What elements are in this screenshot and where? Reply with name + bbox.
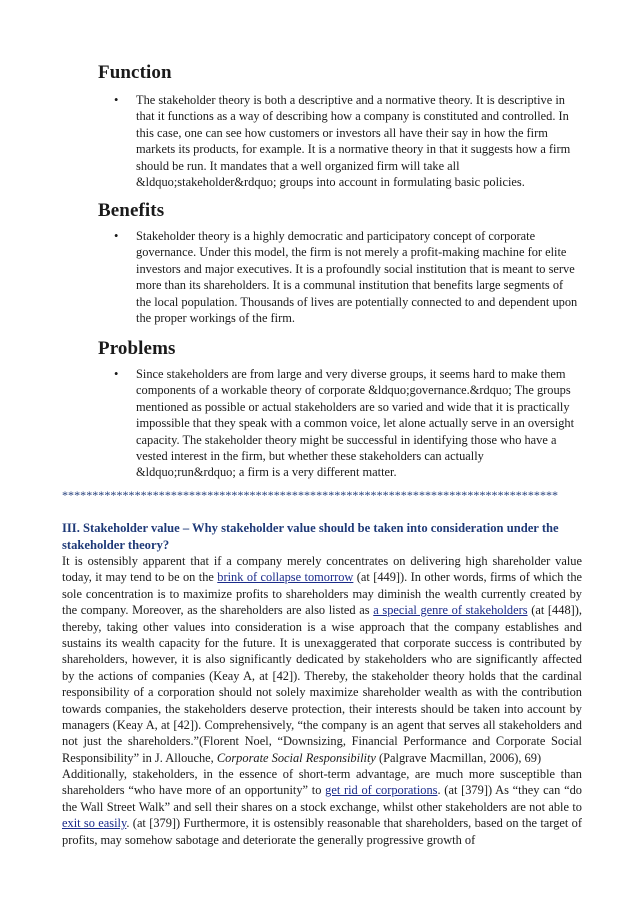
- function-bullet-item: [114, 92, 580, 192]
- link-exit-so-easily[interactable]: exit so easily: [62, 816, 127, 831]
- body-paragraph-2: [62, 766, 582, 848]
- problems-text: Since stakeholders are from large and very diverse groups, it seems hard to make them components of a workable theory of corporate &ldquo;governance.&rdquo; The groups mentioned as possible or actual stakeholders are so varied and wide that it is practically impossible that they speak with a common voice, let alone actually serve in an oversight capacity. The stakeholder theory might be successful in identifying those who have a vested interest in the firm, but whether these stakeholders can actually &ldquo;run&rdquo; a firm is a very different matter.: [136, 367, 575, 480]
- paragraph-text: (at [448]), thereby, taking other values into consideration is a wise approach that the company establishes and sustains its wealth capacity for the future. It is unexaggerated that corporate success is contributed by shareholders, however, it is also significantly dedicated by stakeholders who are significantly affected by the actions of companies (Keay A, at [42]). Thereby, the stakeholder theory holds that the cardinal responsibility of a corporation should not solely maximize shareholder wealth as with the contribution towards companies, the stakeholders deserve protection, their interests should be taken into account by managers (Keay A, at [42]). Comprehensively, “the company is an agent that serves all stakeholders and not just the shareholders.”(Florent Noel, “Downsizing, Financial Performance and Corporate Social Responsibility” in J. Allouche,: [62, 603, 582, 765]
- function-text: The stakeholder theory is both a descriptive and a normative theory. It is descriptive in that it functions as a way of describing how a company is constituted and controlled. In this case, one can see how customers or investors all have their say in how the firm markets its products, for example. It is a normative theory in that it suggests how a firm should be run. It mandates that a well organized firm will take all &ldquo;stakeholder&rdquo; groups into account in formulating basic policies.: [136, 93, 571, 190]
- paragraph-text: . (at [379]) As “they can “do the Wall Street Walk” and sell their shares on a stock exchange, whilst other stakeholders are not able to: [62, 783, 582, 814]
- function-heading: Function: [98, 62, 172, 83]
- bullet-icon: •: [114, 229, 119, 243]
- link-get-rid-of-corporations[interactable]: get rid of corporations: [325, 783, 438, 798]
- body-paragraph-1: [62, 553, 582, 766]
- paragraph-text: It is ostensibly apparent that if a company merely concentrates on delivering high shareholder value today, it may tend to be on the: [62, 554, 582, 585]
- problems-bullet-item: [114, 366, 580, 482]
- link-brink-of-collapse[interactable]: brink of collapse tomorrow: [217, 570, 354, 585]
- paragraph-text: (Palgrave Macmillan, 2006), 69): [375, 750, 542, 765]
- benefits-text: Stakeholder theory is a highly democratic and participatory concept of corporate governance. Under this model, the firm is not merely a profit-making machine for elite investors and major executives. It is a profoundly social institution that is meant to serve more than its shareholders. It is a communal institution that benefits large segments of the local population. Thousands of lives are potentially connected to and dependent upon the proper workings of the firm.: [136, 229, 578, 326]
- bullet-icon: •: [114, 93, 119, 107]
- paragraph-text: Additionally, stakeholders, in the essence of short-term advantage, are much more susceptible than shareholders “who have more of an opportunity” to: [62, 767, 582, 798]
- book-title: Corporate Social Responsibility: [216, 750, 376, 765]
- paragraph-text: . (at [379]) Furthermore, it is ostensibly reasonable that shareholders, based on the target of profits, may somehow sabotage and deteriorate the generally progressive growth of: [62, 816, 582, 847]
- problems-heading: Problems: [98, 338, 176, 359]
- benefits-heading: Benefits: [98, 200, 165, 221]
- paragraph-text: (at [449]). In other words, firms of which the sole concentration is to maximize profits to shareholders may diminish the wealth currently created by the company. Moreover, as the shareholders are also listed as: [62, 570, 583, 618]
- section-heading: III. Stakeholder value – Why stakeholder value should be taken into consideration under the stakeholder theory?: [62, 521, 559, 552]
- link-special-genre-of-stakeholders[interactable]: a special genre of stakeholders: [373, 603, 528, 618]
- bullet-icon: •: [114, 367, 119, 381]
- benefits-bullet-item: [114, 228, 580, 328]
- separator-stars: **********************************************************************************: [62, 488, 559, 502]
